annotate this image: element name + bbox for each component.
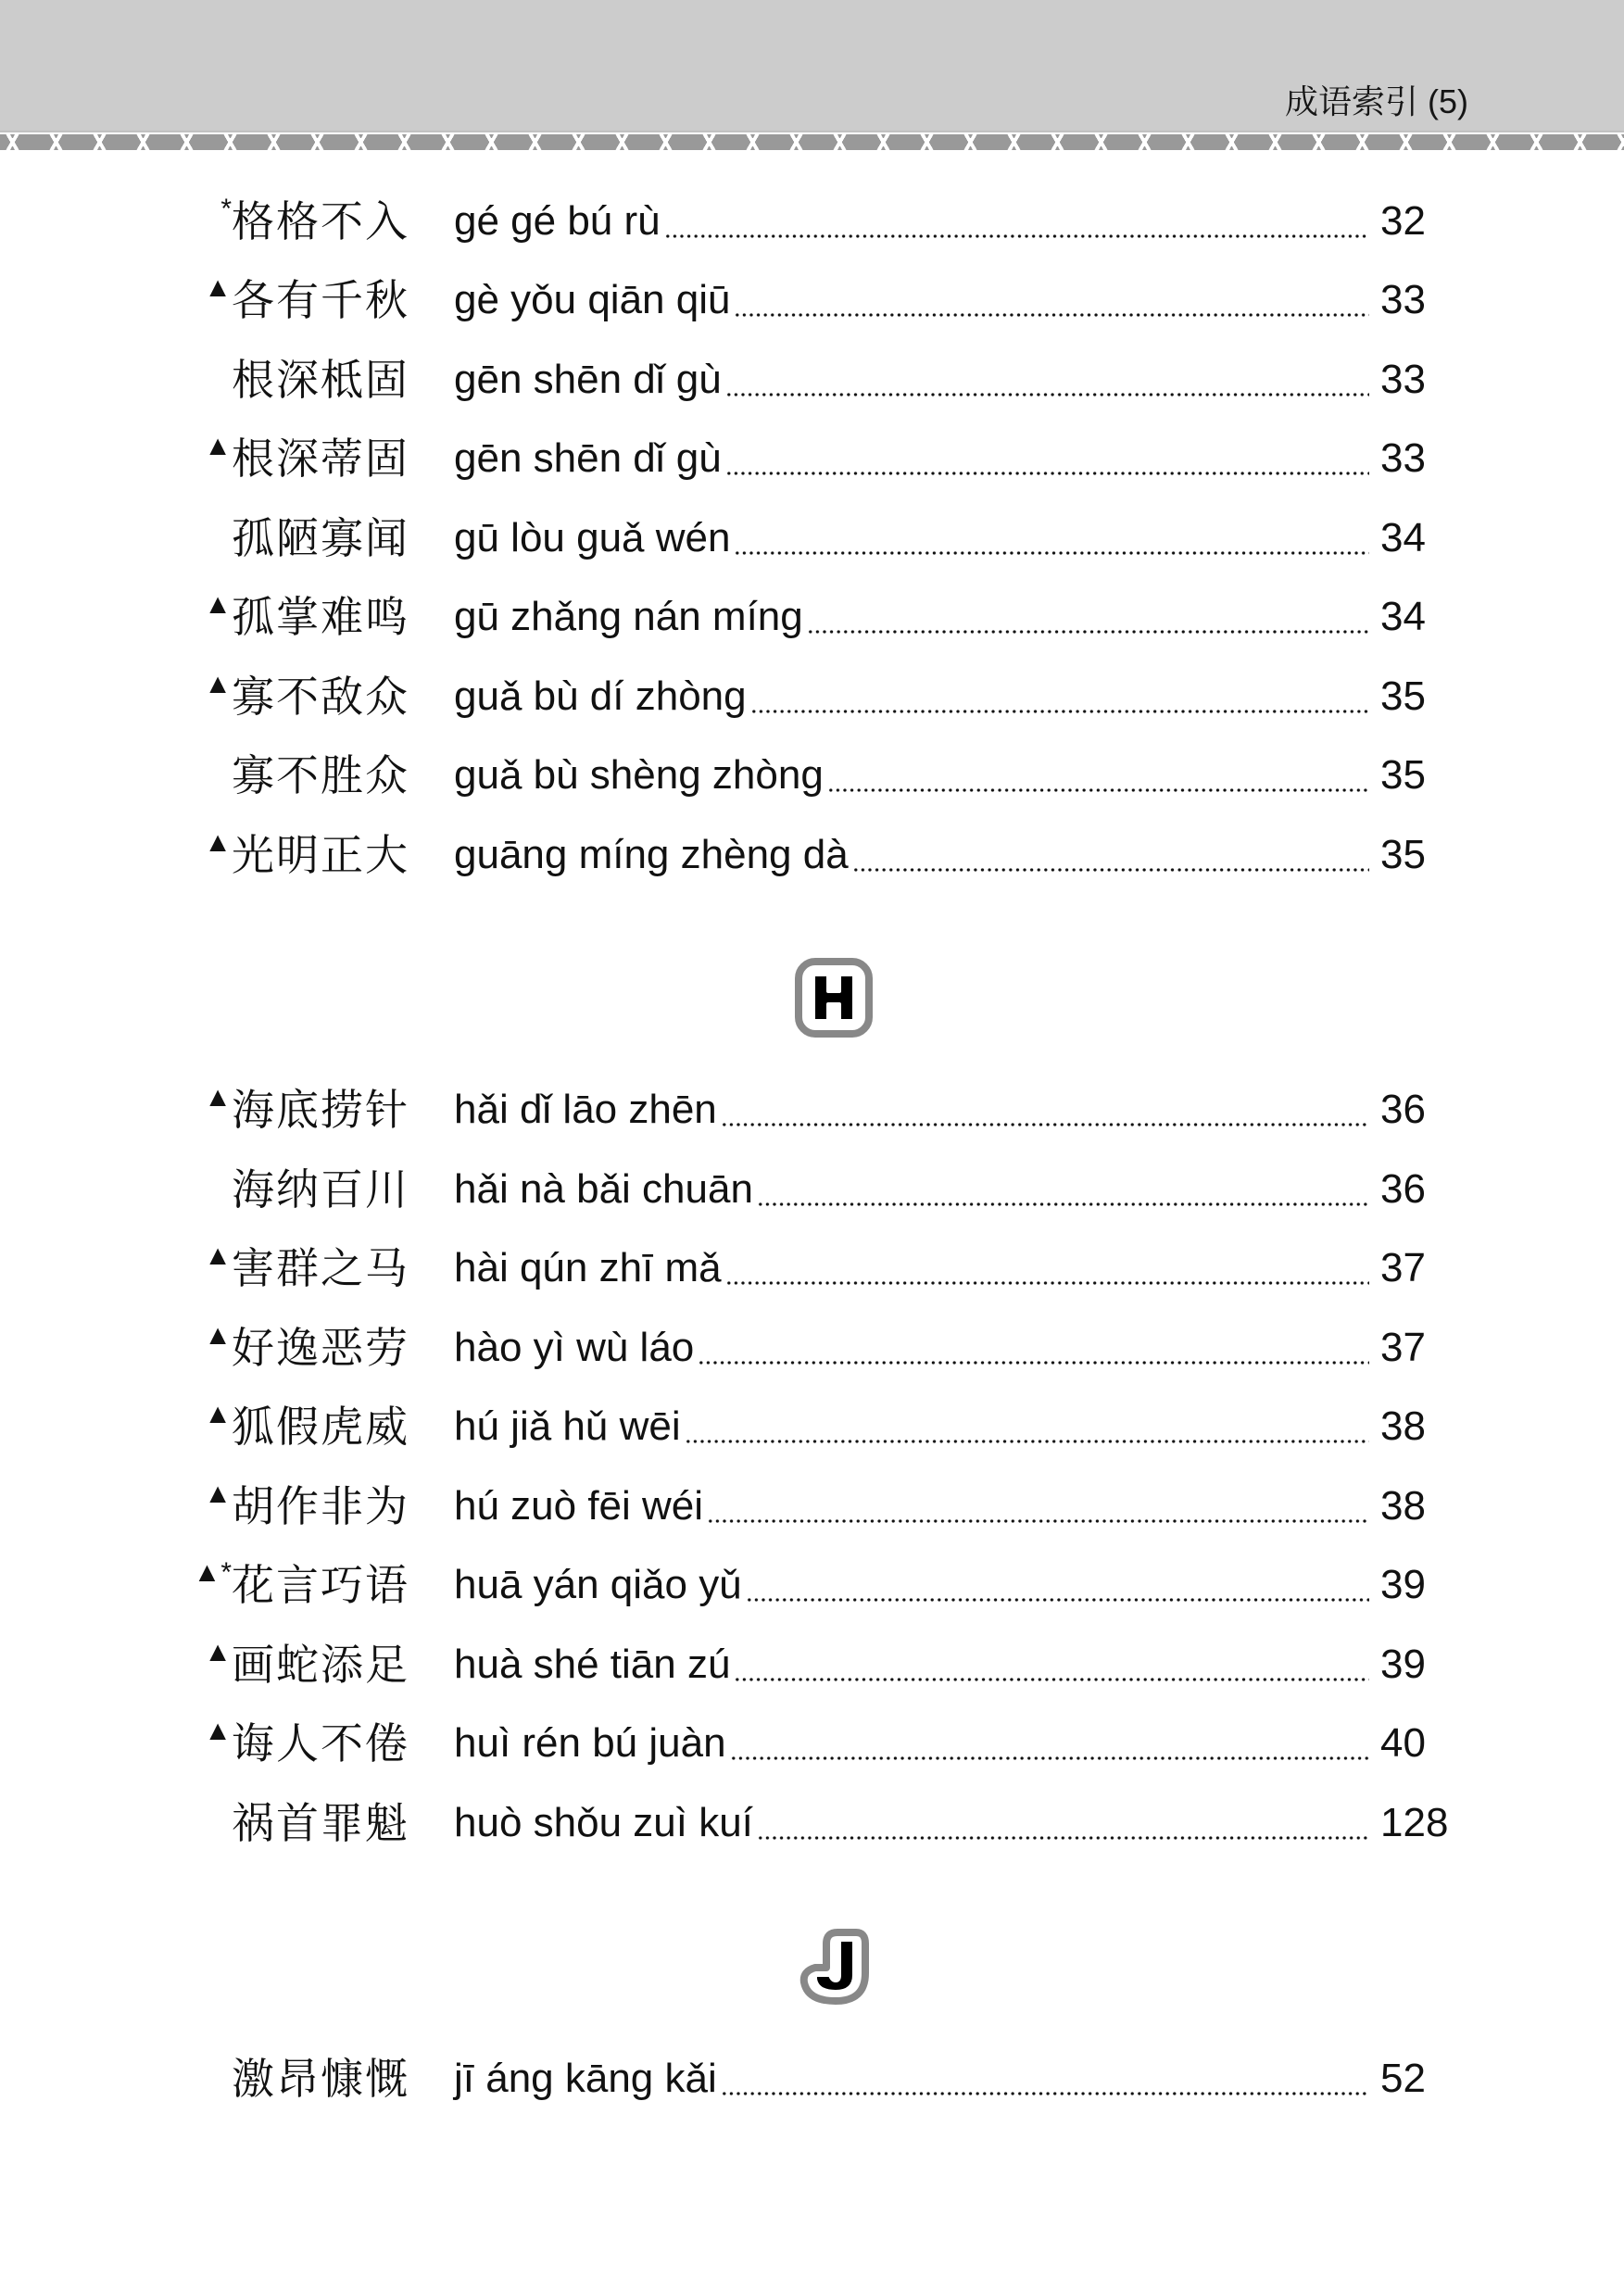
entry-idiom: 根深柢固 [232, 355, 409, 405]
entry-page-number: 33 [1380, 277, 1426, 322]
entry-page-number: 33 [1380, 357, 1426, 402]
dot-leader [757, 1836, 1369, 1840]
entry-marks: * [220, 194, 232, 224]
dot-leader [707, 1519, 1369, 1523]
entry-page-number: 36 [1380, 1166, 1426, 1212]
entry-idiom: 狐假虎威 [232, 1402, 409, 1452]
entry-idiom: 格格不入 [232, 196, 409, 246]
entry-idiom: 祸首罪魁 [232, 1798, 409, 1848]
dot-leader [750, 710, 1369, 713]
entry-pinyin: gū zhǎng nán míng [454, 594, 803, 639]
dot-leader [757, 1202, 1369, 1206]
index-entry[interactable] [0, 1557, 1624, 1613]
entry-page-number: 37 [1380, 1245, 1426, 1290]
entry-page-number: 39 [1380, 1562, 1426, 1607]
dot-leader [827, 788, 1369, 792]
entry-marks: ▲ [204, 431, 232, 461]
dot-leader [725, 472, 1369, 475]
entry-page-number: 128 [1380, 1800, 1449, 1845]
entry-pinyin: jī áng kāng kǎi [454, 2056, 717, 2101]
entry-marks: ▲ [204, 1399, 232, 1429]
entry-idiom: 各有千秋 [232, 275, 409, 325]
entry-marks: ▲ [204, 1637, 232, 1667]
dot-leader [746, 1598, 1369, 1602]
entry-pinyin: hǎi nà bǎi chuān [454, 1166, 753, 1212]
index-entry[interactable] [0, 669, 1624, 724]
decorative-pattern-band [0, 134, 1624, 150]
index-entry[interactable] [0, 827, 1624, 883]
entry-pinyin: gēn shēn dǐ gù [454, 357, 722, 402]
entry-pinyin: hài qún zhī mǎ [454, 1245, 722, 1290]
entry-pinyin: huà shé tiān zú [454, 1642, 731, 1687]
entry-page-number: 33 [1380, 435, 1426, 481]
dot-leader [725, 393, 1369, 396]
entry-marks: ▲ [204, 1716, 232, 1746]
entry-idiom: 寡不胜众 [232, 750, 409, 800]
section-letter-h-icon [795, 958, 873, 1038]
index-entry[interactable] [0, 1162, 1624, 1217]
entry-idiom: 海底捞针 [232, 1085, 409, 1135]
entry-page-number: 40 [1380, 1720, 1426, 1766]
entry-page-number: 38 [1380, 1403, 1426, 1449]
entry-marks: ▲ [204, 669, 232, 699]
entry-pinyin: huì rén bú juàn [454, 1720, 726, 1766]
entry-pinyin: guǎ bù dí zhòng [454, 673, 747, 719]
dot-leader [734, 1678, 1369, 1681]
entry-page-number: 39 [1380, 1642, 1426, 1687]
entry-marks: ▲ [204, 1082, 232, 1113]
entry-pinyin: guǎ bù shèng zhòng [454, 752, 824, 798]
entry-pinyin: hǎi dǐ lāo zhēn [454, 1087, 717, 1132]
page-header-title: 成语索引 (5) [1284, 82, 1468, 120]
index-entry[interactable] [0, 1716, 1624, 1771]
dot-leader [807, 630, 1369, 634]
index-entry[interactable] [0, 1478, 1624, 1534]
entry-pinyin: gēn shēn dǐ gù [454, 435, 722, 481]
dot-leader [698, 1361, 1369, 1365]
dot-leader [734, 551, 1369, 555]
entry-pinyin: hào yì wù láo [454, 1325, 695, 1370]
index-entry[interactable] [0, 194, 1624, 249]
entry-marks: ▲ [204, 1240, 232, 1271]
entry-pinyin: gé gé bú rù [454, 198, 661, 244]
index-entry[interactable] [0, 589, 1624, 645]
entry-idiom: 害群之马 [232, 1243, 409, 1293]
index-entry[interactable] [0, 748, 1624, 803]
dot-leader [852, 868, 1369, 872]
index-entry[interactable] [0, 1399, 1624, 1454]
entry-page-number: 36 [1380, 1087, 1426, 1132]
entry-page-number: 37 [1380, 1325, 1426, 1370]
entry-pinyin: huā yán qiǎo yǔ [454, 1562, 742, 1607]
dot-leader [721, 2092, 1369, 2095]
decorative-divider [0, 150, 1624, 155]
entry-pinyin: gū lòu guǎ wén [454, 515, 731, 560]
entry-page-number: 38 [1380, 1483, 1426, 1529]
index-entry[interactable] [0, 431, 1624, 486]
entry-idiom: 好逸恶劳 [232, 1323, 409, 1373]
index-entry[interactable] [0, 1637, 1624, 1692]
entry-idiom: 寡不敌众 [232, 672, 409, 722]
entry-idiom: 海纳百川 [232, 1164, 409, 1214]
dot-leader [721, 1123, 1369, 1126]
entry-idiom: 孤掌难鸣 [232, 592, 409, 642]
index-entry[interactable] [0, 272, 1624, 328]
dot-leader [664, 234, 1369, 238]
index-entry[interactable] [0, 1795, 1624, 1851]
dot-leader [734, 313, 1369, 317]
entry-marks: ▲* [193, 1557, 232, 1588]
entry-page-number: 52 [1380, 2056, 1426, 2101]
entry-idiom: 胡作非为 [232, 1481, 409, 1531]
entry-pinyin: guāng míng zhèng dà [454, 832, 849, 877]
index-entry[interactable] [0, 1082, 1624, 1138]
entry-idiom: 光明正大 [232, 830, 409, 880]
entry-marks: ▲ [204, 1320, 232, 1351]
page-header [0, 0, 1624, 132]
entry-page-number: 35 [1380, 752, 1426, 798]
entry-marks: ▲ [204, 1478, 232, 1509]
entry-idiom: 花言巧语 [232, 1560, 409, 1610]
entry-pinyin: hú zuò fēi wéi [454, 1483, 704, 1529]
entry-idiom: 根深蒂固 [232, 434, 409, 484]
entry-pinyin: hú jiǎ hǔ wēi [454, 1403, 681, 1449]
entry-idiom: 画蛇添足 [232, 1640, 409, 1690]
entry-pinyin: gè yǒu qiān qiū [454, 277, 731, 322]
index-entry[interactable] [0, 1320, 1624, 1376]
entry-page-number: 35 [1380, 832, 1426, 877]
index-entry[interactable] [0, 510, 1624, 566]
dot-leader [725, 1281, 1369, 1285]
index-entry[interactable] [0, 352, 1624, 408]
index-entry[interactable] [0, 1240, 1624, 1296]
entry-page-number: 32 [1380, 198, 1426, 244]
section-letter-j-icon [795, 1925, 873, 2005]
dot-leader [730, 1756, 1369, 1760]
entry-pinyin: huò shǒu zuì kuí [454, 1800, 753, 1845]
entry-marks: ▲ [204, 272, 232, 303]
entry-page-number: 34 [1380, 515, 1426, 560]
entry-page-number: 35 [1380, 673, 1426, 719]
entry-idiom: 激昂慷慨 [232, 2054, 409, 2104]
dot-leader [685, 1440, 1369, 1443]
index-entry[interactable] [0, 2051, 1624, 2107]
entry-idiom: 诲人不倦 [232, 1718, 409, 1768]
entry-marks: ▲ [204, 827, 232, 858]
entry-idiom: 孤陋寡闻 [232, 513, 409, 563]
entry-marks: ▲ [204, 589, 232, 620]
entry-page-number: 34 [1380, 594, 1426, 639]
